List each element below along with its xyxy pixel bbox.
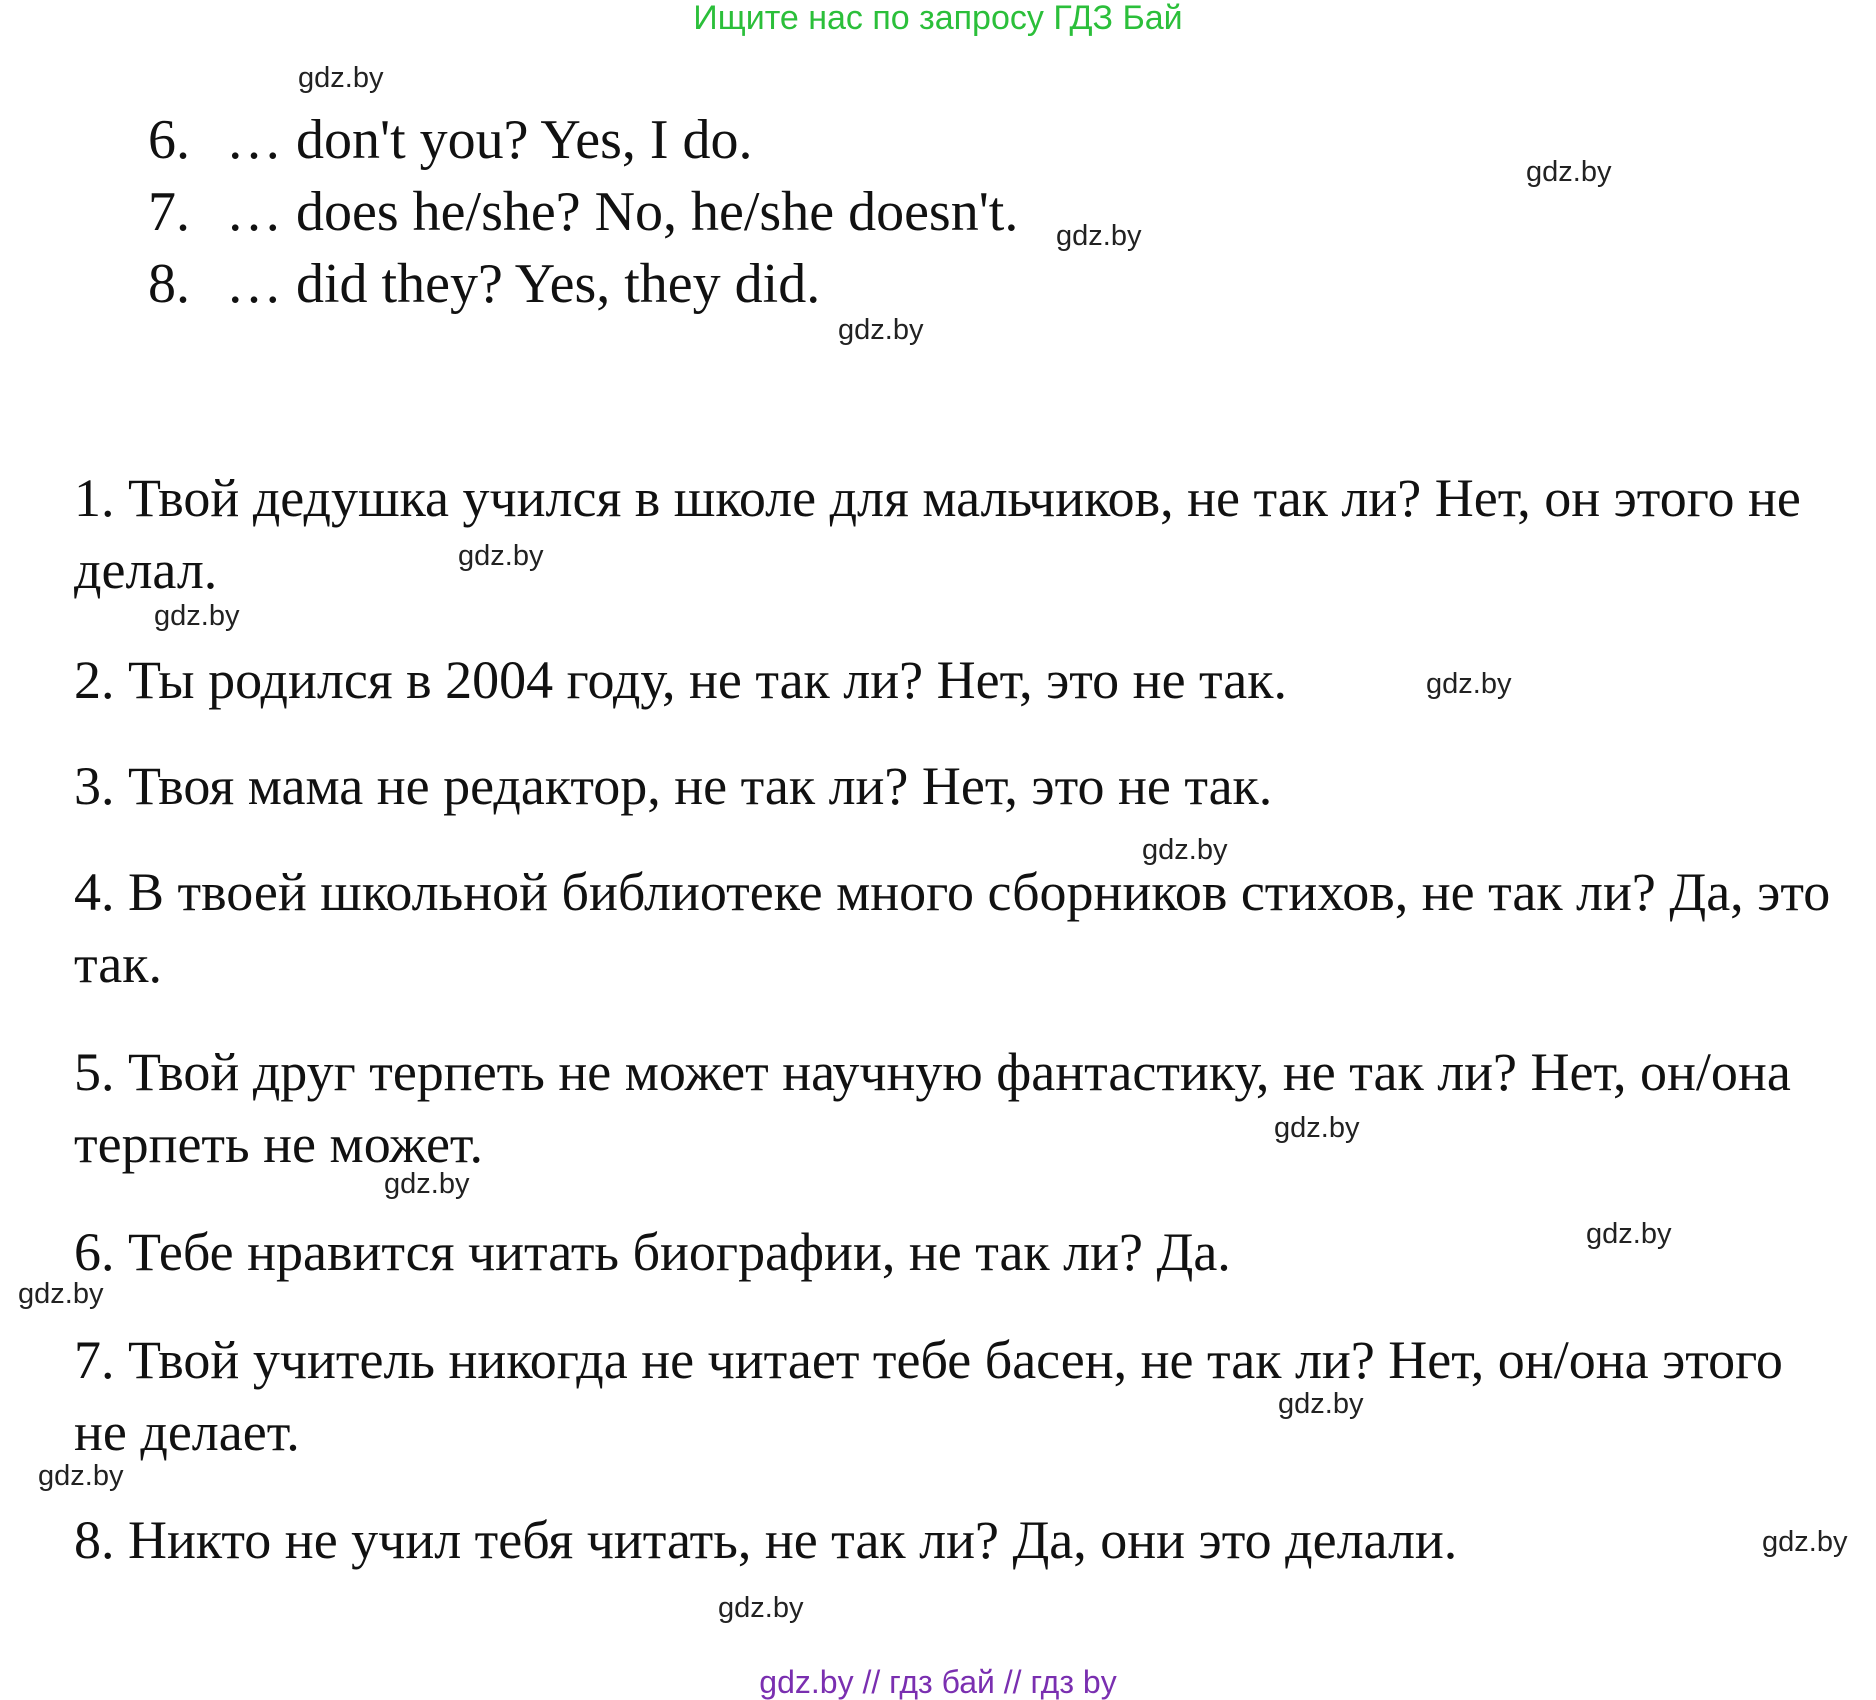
answer-text: … don't you? Yes, I do.: [226, 109, 753, 171]
watermark: gdz.by: [1762, 1526, 1848, 1558]
watermark: gdz.by: [838, 314, 924, 346]
translation-8: 8. Никто не учил тебя читать, не так ли? Да, они это делали.: [74, 1510, 1458, 1570]
footer-site-links: gdz.by // гдз бай // гдз by: [759, 1664, 1117, 1700]
answer-number: 7.: [148, 181, 190, 243]
site-banner: Ищите нас по запросу ГДЗ Бай: [693, 0, 1183, 37]
watermark: gdz.by: [458, 540, 544, 572]
answer-text: … did they? Yes, they did.: [226, 253, 821, 315]
translation-5: 5. Твой друг терпеть не может научную фантастику, не так ли? Нет, он/она терпеть не может.: [74, 1042, 1791, 1174]
english-answer-7: [148, 180, 1018, 244]
answer-number: 8.: [148, 253, 190, 315]
watermark: gdz.by: [1586, 1218, 1672, 1250]
watermark: gdz.by: [298, 62, 384, 94]
translation-7: 7. Твой учитель никогда не читает тебе басен, не так ли? Нет, он/она этого не делает.: [74, 1330, 1783, 1462]
watermark: gdz.by: [18, 1278, 104, 1310]
watermark: gdz.by: [1526, 156, 1612, 188]
translation-2: 2. Ты родился в 2004 году, не так ли? Нет, это не так.: [74, 650, 1287, 710]
translation-4: 4. В твоей школьной библиотеке много сборников стихов, не так ли? Да, это так.: [74, 862, 1831, 994]
watermark: gdz.by: [154, 600, 240, 632]
answer-number: 6.: [148, 109, 190, 171]
english-answer-8: [148, 252, 820, 316]
translation-3: 3. Твоя мама не редактор, не так ли? Нет, это не так.: [74, 756, 1273, 816]
translation-1: 1. Твой дедушка учился в школе для мальчиков, не так ли? Нет, он этого не делал.: [74, 468, 1801, 600]
watermark: gdz.by: [1056, 220, 1142, 252]
watermark: gdz.by: [384, 1168, 470, 1200]
watermark: gdz.by: [1278, 1388, 1364, 1420]
translation-6: 6. Тебе нравится читать биографии, не так ли? Да.: [74, 1222, 1231, 1282]
watermark: gdz.by: [38, 1460, 124, 1492]
english-answer-6: [148, 108, 753, 172]
answer-text: … does he/she? No, he/she doesn't.: [226, 181, 1019, 243]
watermark: gdz.by: [718, 1592, 804, 1624]
watermark: gdz.by: [1274, 1112, 1360, 1144]
watermark: gdz.by: [1142, 834, 1228, 866]
watermark: gdz.by: [1426, 668, 1512, 700]
